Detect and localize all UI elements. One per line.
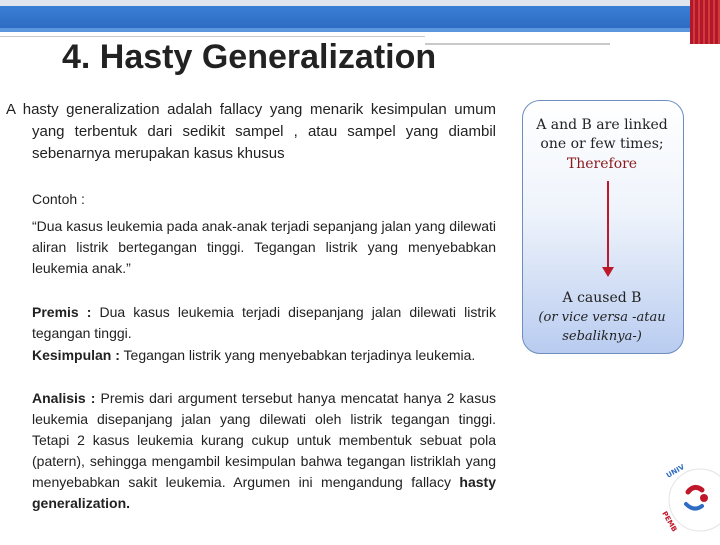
title-divider-right <box>425 43 610 45</box>
example-label: Contoh : <box>32 191 85 207</box>
premise-text: Dua kasus leukemia terjadi disepanjang jalan dilewati listrik tegangan tinggi. <box>32 304 496 341</box>
arrow-down-icon <box>602 267 614 277</box>
example-text: “Dua kasus leukemia pada anak-anak terjadi sepanjang jalan yang dilewati aliran listrik bertegangan tinggi. Tegangan listrik yang menyebabkan leukemia anak.” <box>32 218 496 276</box>
conclusion-paragraph <box>32 345 496 366</box>
conclusion-text: Tegangan listrik yang menyebabkan terjadinya leukemia. <box>119 347 476 363</box>
banner-red-accent <box>690 0 720 44</box>
conclusion-label: Kesimpulan : <box>32 347 120 363</box>
svg-text:UNIV: UNIV <box>665 463 686 480</box>
box-linked-text: A and B are linked one or few times; <box>536 117 668 152</box>
banner-blue-strip <box>0 6 720 28</box>
arrow-shaft <box>607 181 609 269</box>
box-vice-versa-text: (or vice versa -atau sebaliknya-) <box>538 310 666 344</box>
analysis-label: Analisis : <box>32 390 96 406</box>
banner-blue-edge <box>0 28 720 32</box>
title-divider-left <box>0 36 425 37</box>
university-logo <box>648 458 720 545</box>
intro-paragraph: A hasty generalization adalah fallacy yang menarik kesimpulan umum yang terbentuk dari sedikit sampel , atau sampel yang diambil sebenarnya merupakan kasus khusus <box>6 101 496 162</box>
box-caused-text: A caused B <box>562 290 642 306</box>
premise-paragraph <box>32 302 496 344</box>
svg-text:PEMB: PEMB <box>660 510 679 534</box>
analysis-paragraph <box>32 388 496 514</box>
premise-label: Premis : <box>32 304 92 320</box>
analysis-text: Premis dari argument tersebut hanya mencatat hanya 2 kasus leukemia disepanjang jalan yang dilewati oleh listrik tegangan tinggi. Tetapi 2 kasus leukemia kurang cukup untuk membentuk sebuat pola (patern), sehingga mengambil kesimpulan bahwa tegangan listriklah yang menyebabkan sakit leukemia. Argumen ini mengandung fallacy <box>32 390 496 490</box>
university-logo-icon <box>648 458 720 540</box>
slide-title: 4. Hasty Generalization <box>62 38 437 76</box>
box-therefore-text: Therefore <box>566 156 638 172</box>
analysis-bold-term: hasty generalization. <box>32 474 496 511</box>
